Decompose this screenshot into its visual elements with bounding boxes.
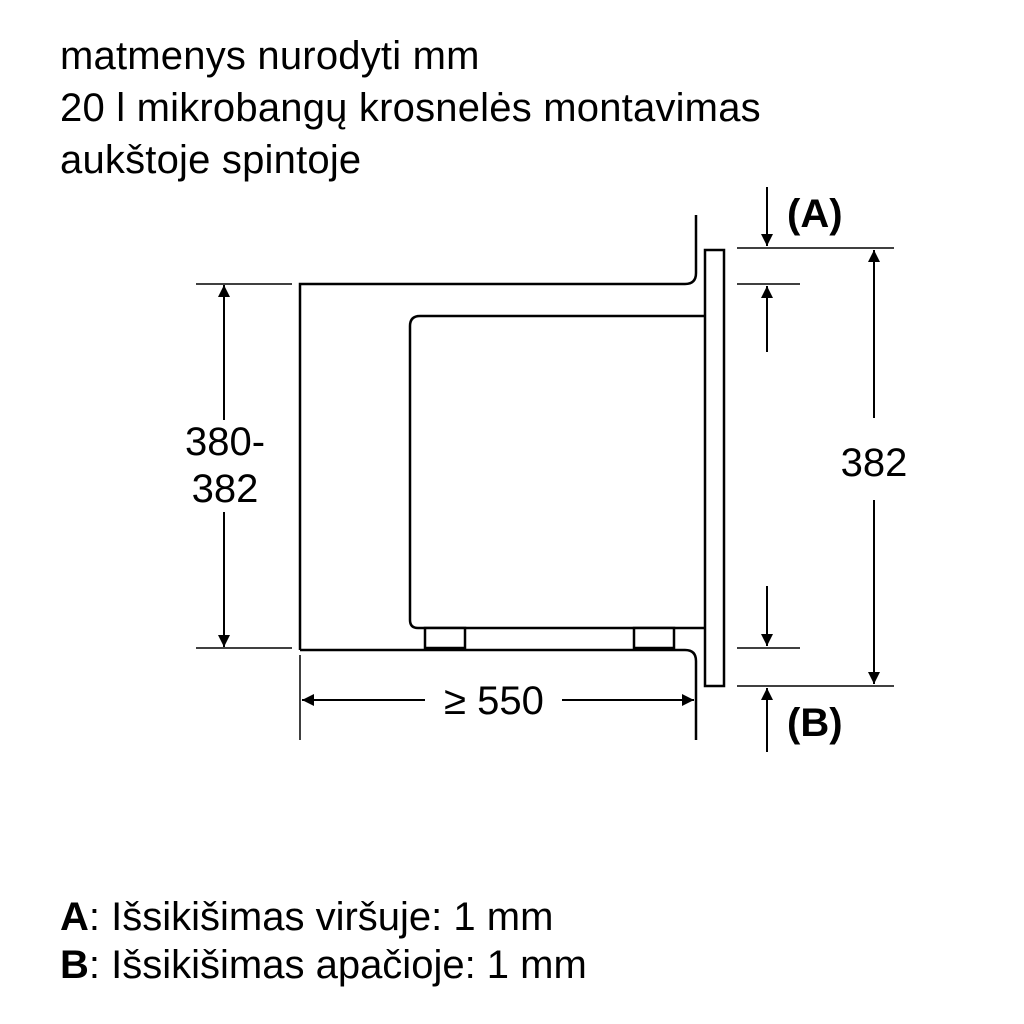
heading-line-units: matmenys nurodyti mm xyxy=(60,34,480,78)
niche-height-label-line2: 382 xyxy=(191,467,259,511)
marker-a-label: (A) xyxy=(787,192,843,236)
legend-text-b: : Išsikišimas apačioje: 1 mm xyxy=(88,943,587,987)
cabinet-niche xyxy=(300,215,696,740)
legend-row-b xyxy=(60,941,587,989)
microwave-body xyxy=(410,316,704,628)
heading-line-title: 20 l mikrobangų krosnelės montavimas xyxy=(60,86,761,130)
microwave-front-frame xyxy=(705,250,724,686)
legend-key-a: A xyxy=(60,895,89,939)
heading-line-subtitle: aukštoje spintoje xyxy=(60,138,362,182)
niche-depth-label: ≥ 550 xyxy=(444,679,544,723)
legend-text-a: : Išsikišimas viršuje: 1 mm xyxy=(88,895,554,939)
appliance-height-label: 382 xyxy=(840,441,908,485)
microwave-foot-right xyxy=(634,628,674,648)
legend-key-b: B xyxy=(60,943,89,987)
niche-height-label-line1: 380- xyxy=(184,420,266,464)
marker-b-label: (B) xyxy=(787,701,843,745)
microwave-foot-left xyxy=(425,628,465,648)
legend xyxy=(60,893,587,989)
legend-row-a xyxy=(60,893,587,941)
